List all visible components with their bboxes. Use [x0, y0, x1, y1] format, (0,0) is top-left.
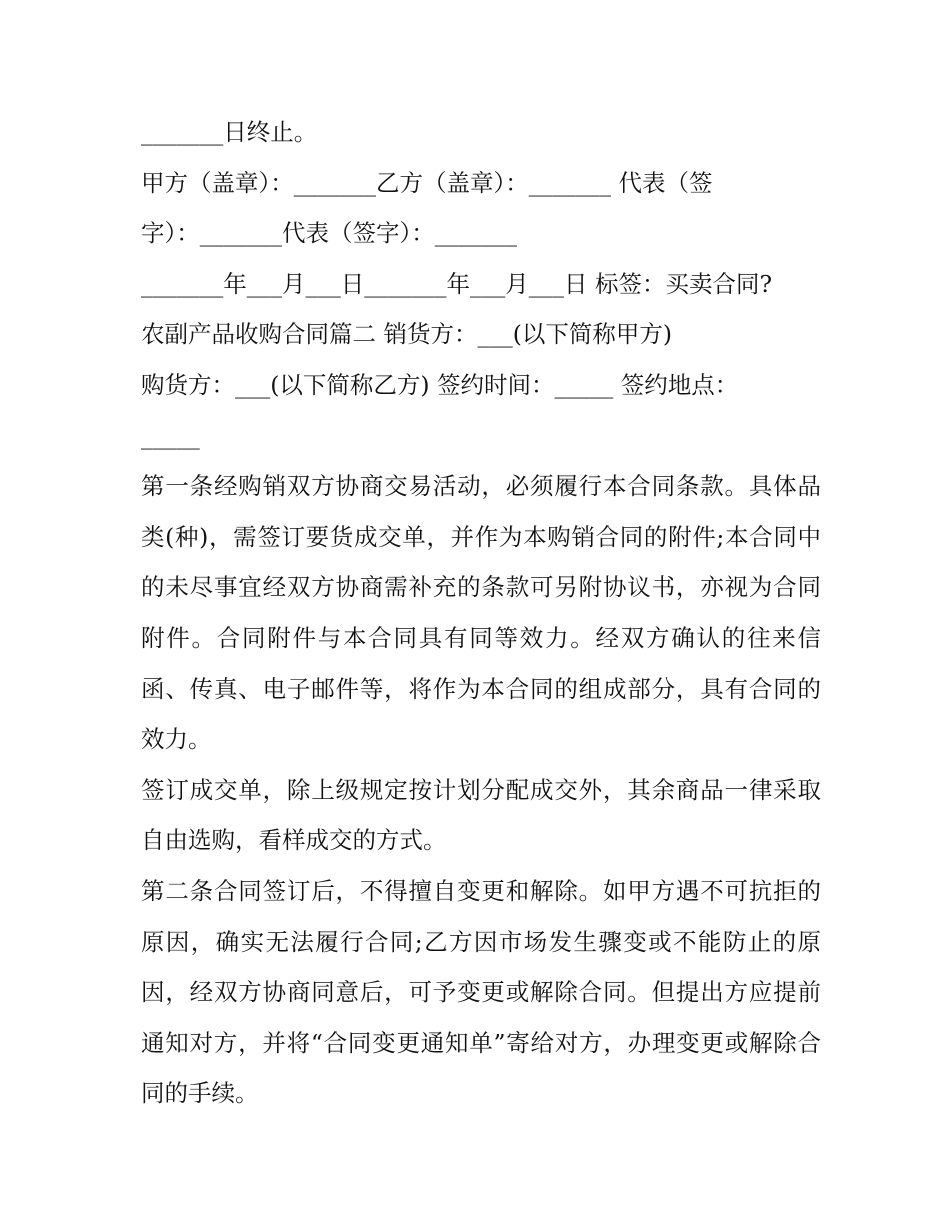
contract-title-line: 农副产品收购合同篇二 销货方：___(以下简称甲方) [141, 320, 673, 349]
signing-place-blank: _____ [141, 421, 200, 450]
signing-date-line: _______年___月___日_______年___月___日 标签：买卖合同? [141, 269, 773, 298]
document-page [141, 107, 821, 1119]
termination-date-line: _______日终止。 [141, 118, 318, 146]
representative-signature-line: 字）：_______代表（签字）：_______ [141, 219, 517, 248]
article-two-paragraph: 第二条合同签订后，不得擅自变更和解除。如甲方遇不可抗拒的原因，确实无法履行合同;乙方因市场发生骤变或不能防止的原因，经双方协商同意后，可予变更或解除合同。但提出方应提前通知对方，并将“合同变更通知单”寄给对方，办理变更或解除合同的手续。 [141, 876, 821, 1108]
party-seal-line: 甲方（盖章）：_______乙方（盖章）：_______ 代表（签 [141, 168, 713, 197]
transaction-method-paragraph: 签订成交单，除上级规定按计划分配成交外，其余商品一律采取自由选购，看样成交的方式。 [141, 775, 821, 855]
article-one-paragraph: 第一条经购销双方协商交易活动，必须履行本合同条款。具体品类(种)，需签订要货成交单，并作为本购销合同的附件;本合同中的未尽事宜经双方协商需补充的条款可另附协议书，亦视为合同附件。合同附件与本合同具有同等效力。经双方确认的往来信函、传真、电子邮件等，将作为本合同的组成部分，具有合同的效力。 [141, 472, 821, 754]
buyer-signing-info-line: 购货方：___(以下简称乙方) 签约时间：_____ 签约地点： [141, 370, 739, 399]
